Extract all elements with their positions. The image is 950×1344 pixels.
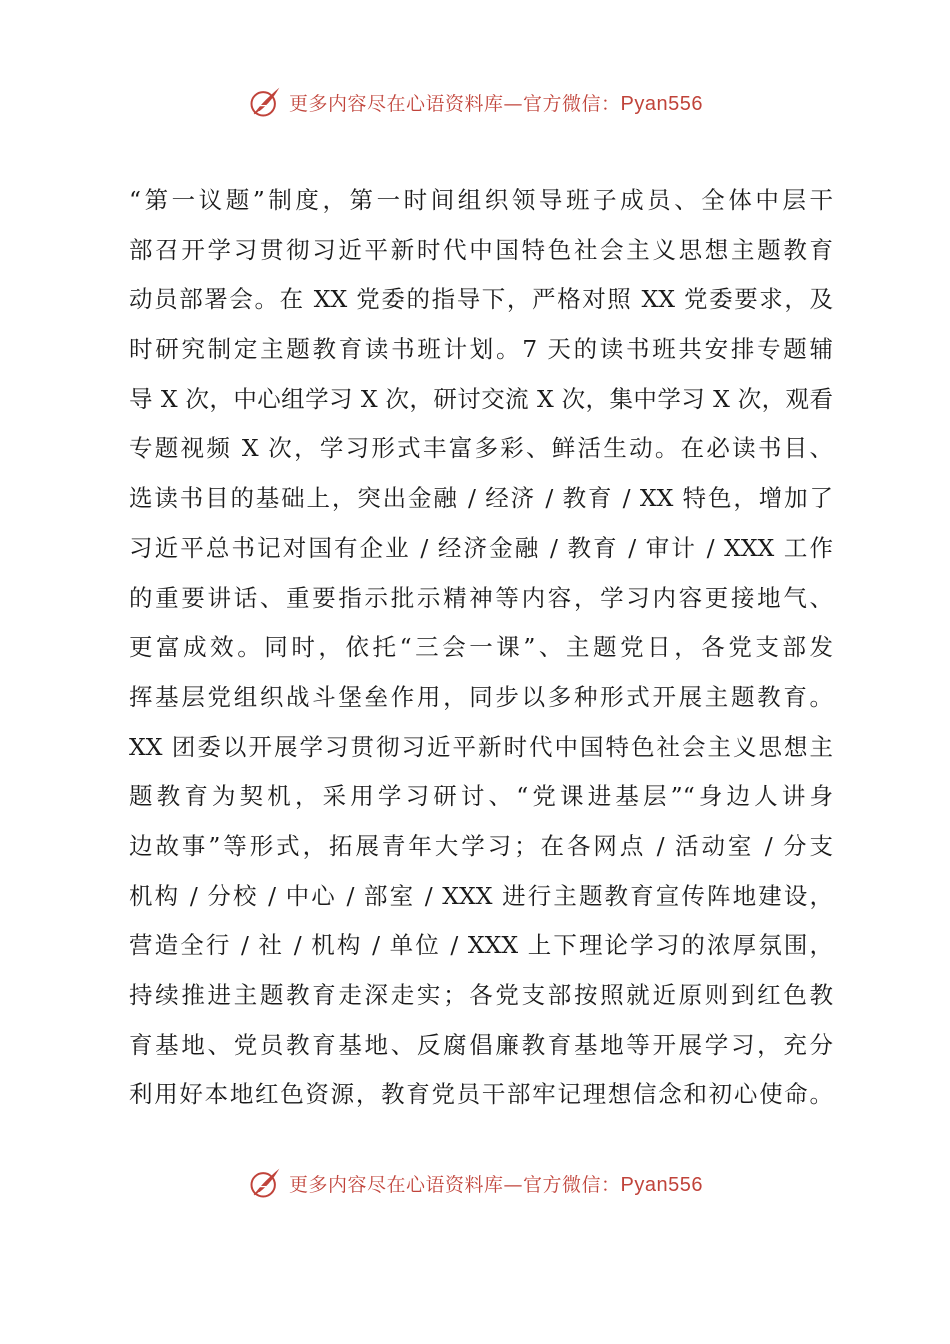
body-line: 营造全行 / 社 / 机构 / 单位 / XXX 上下理论学习的浓厚氛围，: [129, 931, 833, 960]
footer-banner-slogan: 更多内容尽在心语资料库: [289, 1173, 504, 1196]
body-line: 持续推进主题教育走深走实；各党支部按照就近原则到红色教: [129, 981, 833, 1009]
footer-banner: [0, 1161, 950, 1205]
body-line: 动员部署会。在 XX 党委的指导下，严格对照 XX 党委要求，及: [129, 285, 833, 314]
body-line: “第一议题”制度，第一时间组织领导班子成员、全体中层干: [129, 186, 833, 214]
body-line: 育基地、党员教育基地、反腐倡廉教育基地等开展学习，充分: [129, 1030, 833, 1059]
body-line: 选读书目的基础上，突出金融 / 经济 / 教育 / XX 特色，增加了: [129, 484, 833, 513]
footer-banner-wechat-label: 官方微信：: [523, 1173, 621, 1196]
footer-banner-dash: —: [503, 1173, 524, 1196]
body-line: 更富成效。同时，依托“三会一课”、主题党日，各党支部发: [129, 633, 833, 662]
header-banner-wechat-id: Pyan556: [620, 92, 703, 115]
body-line: 挥基层党组织战斗堡垒作用，同步以多种形式开展主题教育。: [129, 682, 833, 711]
body-line: 利用好本地红色资源，教育党员干部牢记理想信念和初心使命。: [129, 1080, 833, 1109]
body-line: 时研究制定主题教育读书班计划。7 天的读书班共安排专题辅: [129, 335, 833, 364]
body-line: 的重要讲话、重要指示批示精神等内容，学习内容更接地气、: [129, 583, 833, 612]
body-line: 专题视频 X 次，学习形式丰富多彩、鲜活生动。在必读书目、: [129, 434, 833, 463]
body-line: 部召开学习贯彻习近平新时代中国特色社会主义思想主题教育: [129, 235, 833, 264]
document-body: [129, 176, 833, 1120]
body-line: 习近平总书记对国有企业 / 经济金融 / 教育 / 审计 / XXX 工作: [129, 533, 833, 562]
body-line: 题教育为契机，采用学习研讨、“党课进基层”“身边人讲身: [129, 782, 833, 811]
footer-banner-wechat-id: Pyan556: [620, 1173, 703, 1196]
header-banner-wechat-label: 官方微信：: [523, 92, 621, 115]
body-line: XX 团委以开展学习贯彻习近平新时代中国特色社会主义思想主: [129, 732, 833, 761]
footer-banner-text: [289, 1170, 703, 1197]
body-line: 机构 / 分校 / 中心 / 部室 / XXX 进行主题教育宣传阵地建设，: [129, 881, 833, 910]
body-line: 导 X 次，中心组学习 X 次，研讨交流 X 次，集中学习 X 次，观看: [129, 384, 833, 413]
header-banner-slogan: 更多内容尽在心语资料库: [289, 92, 504, 115]
header-banner: [0, 80, 950, 124]
body-line: 边故事”等形式，拓展青年大学习；在各网点 / 活动室 / 分支: [129, 831, 833, 860]
quill-pen-logo-icon: [247, 84, 283, 120]
quill-pen-logo-icon: [247, 1165, 283, 1201]
header-banner-text: [289, 89, 703, 116]
header-banner-dash: —: [503, 92, 524, 115]
